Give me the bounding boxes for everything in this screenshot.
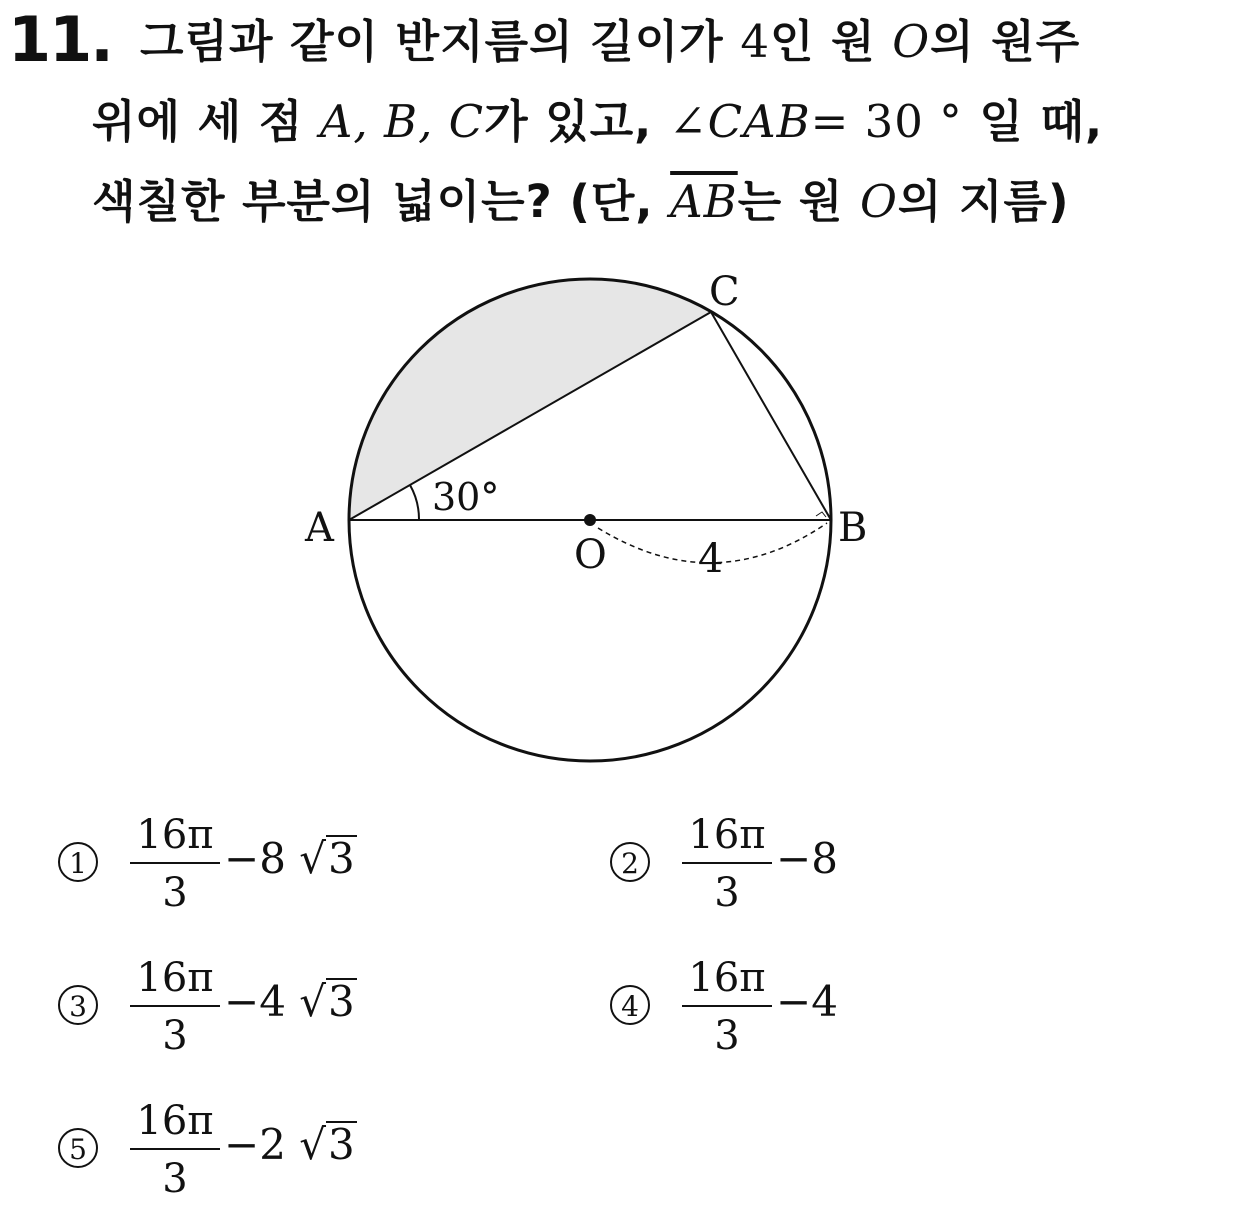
label-C: C [709,269,740,315]
angle-expression: ∠CAB [668,95,811,148]
fraction-bar [130,1148,220,1150]
denominator: 3 [162,870,188,916]
angle-label: 30° [432,475,500,519]
operand: −4 [224,977,286,1026]
fraction [130,955,220,1059]
fraction [130,1098,220,1202]
operand: −2 [224,1120,286,1169]
numerator: 16π [136,812,214,858]
point-names: A, B, C [319,95,485,148]
choice-remainder [776,977,838,1027]
choice-remainder: −2 √3 [224,1120,355,1169]
question-text: 는 원 [737,175,860,228]
denominator: 3 [162,1013,188,1059]
choice-3[interactable] [58,955,388,1065]
fraction [682,955,772,1059]
fraction [130,812,220,916]
sqrt-radicand: 3 [328,834,355,883]
sqrt-radicand: 3 [328,1120,355,1169]
fraction-bar [682,1005,772,1007]
operand: −4 [776,977,838,1026]
fraction-bar [682,862,772,864]
chord-CB [711,312,831,520]
label-O: O [574,532,607,578]
question-text: 일 때, [962,95,1104,148]
angle-arc [410,485,419,520]
question-text: 위에 세 점 [92,95,320,148]
choice-marker: 3 [58,985,98,1025]
choice-remainder: −4 √3 [224,977,355,1026]
shaded-region [349,279,711,520]
circle-name: O [860,175,898,228]
fraction-bar [130,1005,220,1007]
question-text: 그림과 같이 반지름의 길이가 [140,15,741,68]
choice-remainder: −8 √3 [224,834,355,883]
choice-marker: 5 [58,1128,98,1168]
question-text: 의 원주 [930,15,1081,68]
angle-value: = 30 ° [810,95,963,148]
question-number: 11. [8,3,112,76]
choice-5[interactable] [58,1098,388,1208]
numerator: 16π [688,955,766,1001]
numerator: 16π [136,1098,214,1144]
numerator: 16π [136,955,214,1001]
operand: −8 [776,834,838,883]
choice-remainder [776,834,838,884]
question-text: 색칠한 부분의 넓이는? (단, [92,175,671,228]
choice-1[interactable] [58,812,388,922]
sqrt-radicand: 3 [328,977,355,1026]
denominator: 3 [714,1013,740,1059]
denominator: 3 [714,870,740,916]
segment-AB: $\overline{AB}$ [670,175,738,228]
label-B: B [838,505,868,551]
radius-label: 4 [698,536,724,582]
choice-marker: 1 [58,842,98,882]
choice-4[interactable] [610,955,910,1065]
denominator: 3 [162,1156,188,1202]
choice-marker: 2 [610,842,650,882]
fraction-bar [130,862,220,864]
operand: −8 [224,834,286,883]
numerator: 16π [688,812,766,858]
choice-marker: 4 [610,985,650,1025]
question-text: 의 지름) [897,175,1070,228]
question-text: 가 있고, [484,95,669,148]
center-point [584,514,596,526]
right-angle-mark [816,512,826,517]
choice-2[interactable] [610,812,910,922]
label-A: A [305,505,334,551]
circle-name: O [892,15,931,68]
fraction [682,812,772,916]
question-text: 인 원 [769,15,893,68]
radius-value: 4 [740,15,770,68]
